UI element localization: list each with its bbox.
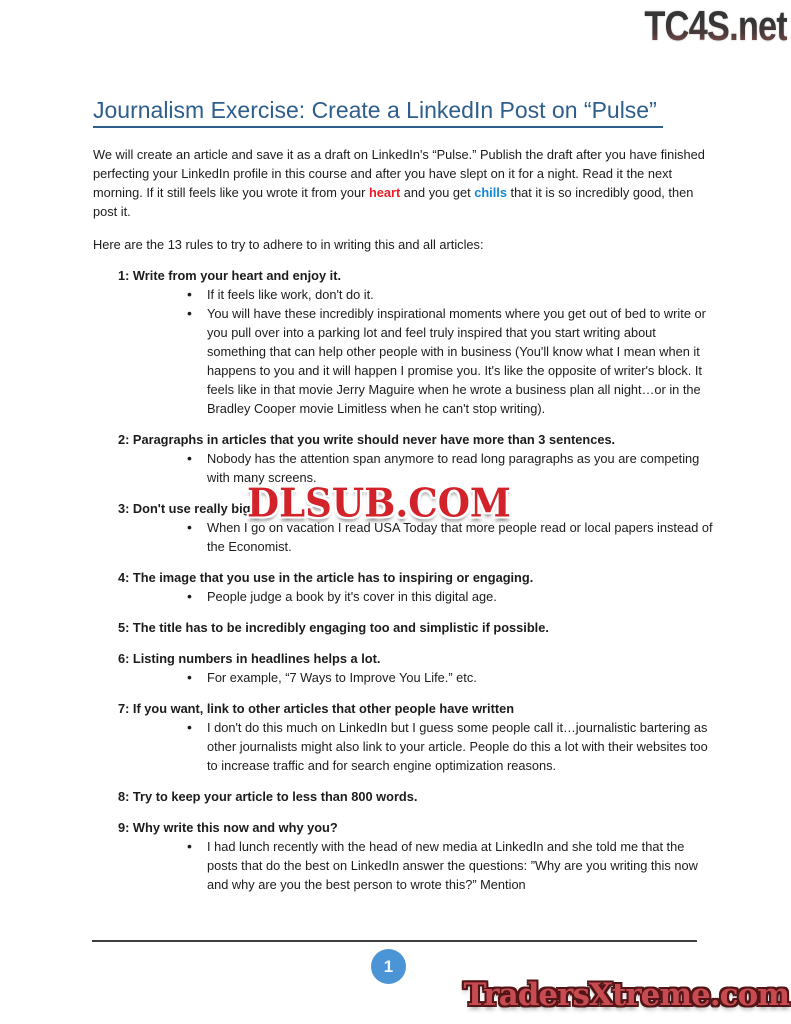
rule-block xyxy=(93,787,713,806)
tc4s-watermark: TC4S.net xyxy=(644,2,787,49)
rule-block xyxy=(93,568,713,606)
intro-text-1: We will create an article and save it as a draft on LinkedIn's “Pulse.” Publish the draft after you have finished perfecting your LinkedIn profile in this course and after you have slept on it for a night. Read it the next morning. If it still feels like you wrote it from your xyxy=(93,147,705,200)
page-title xyxy=(93,96,713,128)
intro-text-3: that it is so incredibly good, then post it. xyxy=(93,185,694,219)
rule-bullets xyxy=(93,587,713,606)
page-number: 1 xyxy=(383,956,394,976)
rule-bullet: • I had lunch recently with the head of new media at LinkedIn and she told me that the posts that do the best on LinkedIn answer the questions: ”Why are you writing this now and why are you the best person to wrote this?” Mention xyxy=(93,837,713,894)
rule-bullet: • For example, “7 Ways to Improve You Life.” etc. xyxy=(93,668,713,687)
rule-bullets xyxy=(93,285,713,418)
rule-block xyxy=(93,699,713,775)
dlsub-watermark: DLSUB.COM xyxy=(247,479,511,527)
tradersxtreme-watermark: TradersXtreme.com xyxy=(463,977,789,1013)
rule-block xyxy=(93,818,713,894)
rules-intro: Here are the 13 rules to try to adhere to in writing this and all articles: xyxy=(93,237,484,252)
rule-heading: 9: Why write this now and why you? xyxy=(118,820,338,835)
rule-bullet: • You will have these incredibly inspirational moments where you get out of bed to write or you pull over into a parking lot and feel truly inspired that you start writing about something that can help other people with in business (You'll know what I mean when it happens to you and it will happen I promise you. It's like the opposite of writer's block. It feels like in that movie Jerry Maguire when he wrote a business plan all night…or in the Bradley Cooper movie Limitless when he can't stop writing). xyxy=(93,304,713,418)
rule-heading: 6: Listing numbers in headlines helps a lot. xyxy=(118,651,381,666)
rule-heading: 3: Don't use really big xyxy=(118,501,251,516)
rule-heading: 5: The title has to be incredibly engaging too and simplistic if possible. xyxy=(118,620,549,635)
intro-text-2: and you get xyxy=(400,185,475,200)
rule-block xyxy=(93,266,713,418)
page-title-text: Journalism Exercise: Create a LinkedIn Post on “Pulse” xyxy=(93,96,663,128)
rule-bullet: • Nobody has the attention span anymore to read long paragraphs as you are competing with many screens. xyxy=(93,449,713,487)
footer-divider xyxy=(92,940,697,942)
rule-bullet: • I don't do this much on LinkedIn but I guess some people call it…journalistic bartering as other journalists might also link to your article. People do this a lot with their websites too to increase traffic and for search engine optimization reasons. xyxy=(93,718,713,775)
rule-heading: 1: Write from your heart and enjoy it. xyxy=(118,268,342,283)
rule-block xyxy=(93,649,713,687)
rule-bullets xyxy=(93,837,713,894)
rule-bullet: • If it feels like work, don't do it. xyxy=(93,285,713,304)
rule-heading: 8: Try to keep your article to less than 800 words. xyxy=(118,789,418,804)
rule-bullets xyxy=(93,718,713,775)
rule-heading: 7: If you want, link to other articles that other people have written xyxy=(118,701,515,716)
intro-paragraph xyxy=(93,145,713,221)
rules-list xyxy=(93,266,713,894)
rule-bullet: • People judge a book by it's cover in this digital age. xyxy=(93,587,713,606)
heart-word: heart xyxy=(368,185,401,200)
rule-heading: 4: The image that you use in the article has to inspiring or engaging. xyxy=(118,570,534,585)
page-number-badge xyxy=(371,949,406,984)
rule-bullet: • When I go on vacation I read USA Today that more people read or local papers instead of the Economist. xyxy=(93,518,713,556)
rule-block xyxy=(93,618,713,637)
rule-block xyxy=(93,430,713,487)
rule-bullets xyxy=(93,668,713,687)
chills-word: chills xyxy=(474,185,507,200)
rule-heading: 2: Paragraphs in articles that you write should never have more than 3 sentences. xyxy=(118,432,616,447)
